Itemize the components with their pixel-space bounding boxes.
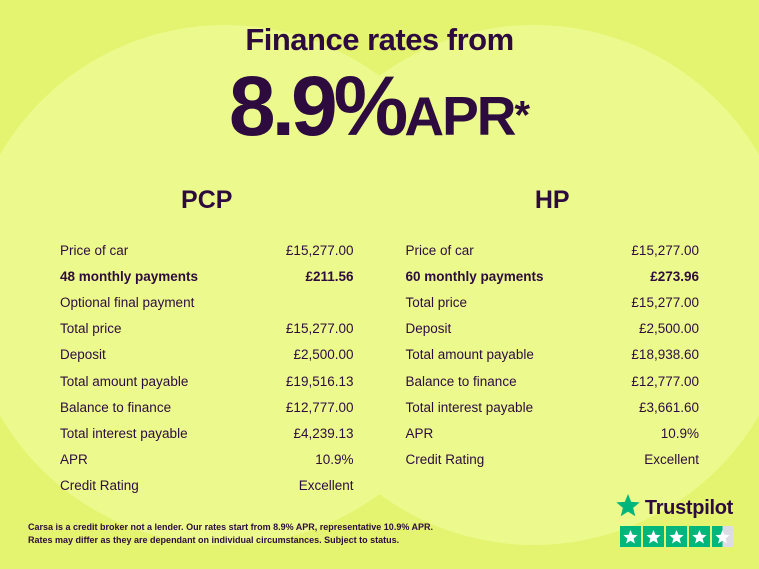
row-label: Balance to finance	[405, 373, 517, 389]
table-row	[406, 316, 700, 342]
half-star-icon	[712, 526, 733, 547]
trustpilot-stars	[616, 526, 733, 547]
row-value: £2,500.00	[293, 347, 354, 363]
table-row	[60, 473, 354, 499]
row-label: Total interest payable	[60, 425, 188, 441]
star-icon	[620, 526, 641, 547]
row-label: Price of car	[405, 242, 474, 258]
table-row	[60, 368, 354, 394]
row-label: Deposit	[60, 347, 106, 363]
column-hp	[380, 186, 726, 499]
row-label: 60 monthly payments	[405, 268, 544, 284]
table-row	[60, 237, 354, 263]
table-row	[406, 237, 700, 263]
row-label: 48 monthly payments	[60, 268, 199, 284]
footer	[0, 497, 759, 569]
row-label: Optional final payment	[60, 294, 195, 310]
trustpilot-star-icon	[616, 494, 640, 522]
row-label: Credit Rating	[60, 478, 139, 494]
star-icon	[666, 526, 687, 547]
rate-apr-label: APR	[404, 85, 515, 147]
disclaimer-text: Carsa is a credit broker not a lender. Our rates start from 8.9% APR, representative 10.9% APR. Rates may differ as they are dependant on individual circumstances. Subject to status.	[28, 521, 433, 545]
row-value: Excellent	[298, 478, 354, 494]
table-row	[406, 394, 700, 420]
row-label: Total amount payable	[405, 347, 534, 363]
row-value: £12,777.00	[631, 373, 699, 389]
table-row	[60, 316, 354, 342]
row-value: £12,777.00	[285, 399, 354, 415]
table-row	[406, 289, 700, 315]
trustpilot-rating	[616, 494, 733, 547]
table-row	[60, 289, 354, 315]
row-value: £273.96	[650, 268, 699, 284]
star-icon	[689, 526, 710, 547]
row-label: Total interest payable	[405, 399, 534, 415]
table-row	[60, 447, 354, 473]
table-row	[406, 447, 700, 473]
row-label: Deposit	[405, 321, 452, 337]
row-value: £211.56	[305, 268, 354, 284]
row-label: APR	[405, 425, 434, 441]
row-value: £19,516.13	[285, 373, 354, 389]
table-row	[60, 263, 354, 289]
rate-asterisk: *	[514, 93, 531, 138]
finance-columns	[0, 186, 759, 499]
table-row	[60, 342, 354, 368]
headline: Finance rates from	[245, 22, 514, 57]
column-pcp-title: PCP	[181, 186, 233, 214]
row-label: Total price	[405, 294, 468, 310]
rate-number: 8.9%	[228, 59, 405, 153]
table-row	[60, 420, 354, 446]
row-value: £15,277.00	[285, 242, 354, 258]
row-value: £18,938.60	[631, 347, 699, 363]
trustpilot-name: Trustpilot	[644, 496, 733, 519]
table-row	[406, 263, 700, 289]
table-row	[60, 394, 354, 420]
row-value: 10.9%	[315, 452, 354, 468]
column-pcp	[34, 186, 380, 499]
rate-display	[0, 59, 759, 153]
row-value: £3,661.60	[638, 399, 699, 415]
star-icon	[643, 526, 664, 547]
row-value: £2,500.00	[638, 321, 699, 337]
row-value: 10.9%	[660, 425, 699, 441]
table-row	[406, 342, 700, 368]
row-label: APR	[60, 452, 88, 468]
row-value: Excellent	[644, 452, 699, 468]
row-value: £15,277.00	[631, 242, 699, 258]
row-label: Balance to finance	[60, 399, 172, 415]
trustpilot-logo	[616, 494, 733, 522]
table-row	[406, 420, 700, 446]
row-label: Price of car	[60, 242, 129, 258]
row-value: £15,277.00	[285, 321, 354, 337]
column-hp-title: HP	[534, 186, 570, 214]
row-value: £4,239.13	[293, 425, 354, 441]
row-value: £15,277.00	[631, 294, 699, 310]
row-label: Credit Rating	[405, 452, 485, 468]
row-label: Total price	[60, 321, 122, 337]
row-label: Total amount payable	[60, 373, 189, 389]
table-row	[406, 368, 700, 394]
